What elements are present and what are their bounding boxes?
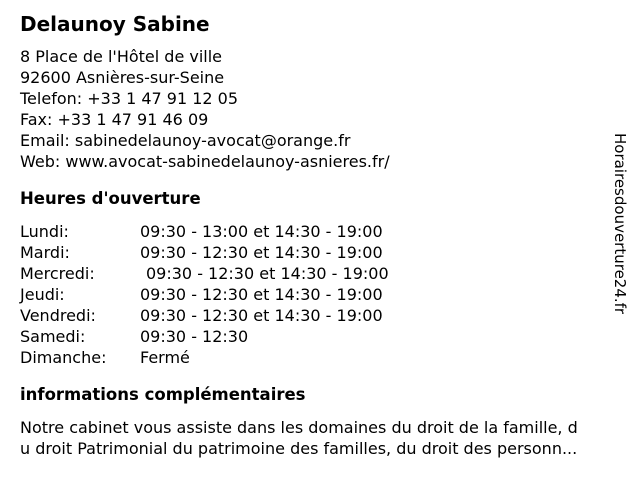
- address-line-2: 92600 Asnières-sur-Seine: [20, 68, 225, 87]
- time-value: 09:30 - 12:30: [140, 327, 249, 346]
- day-label: Dimanche:: [20, 348, 107, 367]
- day-label: Mercredi:: [20, 264, 95, 283]
- address-line-1: 8 Place de l'Hôtel de ville: [20, 47, 223, 66]
- day-label: Jeudi:: [20, 285, 65, 304]
- email-line: Email: sabinedelaunoy-avocat@orange.fr: [20, 131, 351, 150]
- time-value: 09:30 - 13:00 et 14:30 - 19:00: [140, 222, 383, 241]
- hours-row-thursday: [20, 284, 600, 305]
- day-label: Mardi:: [20, 243, 70, 262]
- info-text-line-2: u droit Patrimonial du patrimoine des familles, du droit des personn...: [20, 439, 578, 458]
- opening-hours-heading: Heures d'ouverture: [20, 189, 201, 208]
- time-value: 09:30 - 12:30 et 14:30 - 19:00: [146, 264, 389, 283]
- closed-value: Fermé: [140, 348, 190, 367]
- phone-line: Telefon: +33 1 47 91 12 05: [20, 89, 239, 108]
- day-label: Lundi:: [20, 222, 69, 241]
- hours-row-tuesday: [20, 242, 600, 263]
- time-value: 09:30 - 12:30 et 14:30 - 19:00: [140, 306, 383, 325]
- info-text-line-1: Notre cabinet vous assiste dans les domaines du droit de la famille, d: [20, 418, 578, 437]
- fax-line: Fax: +33 1 47 91 46 09: [20, 110, 209, 129]
- hours-row-sunday: [20, 347, 600, 368]
- contact-block: [20, 46, 600, 172]
- hours-row-friday: [20, 305, 600, 326]
- day-label: Vendredi:: [20, 306, 96, 325]
- time-value: 09:30 - 12:30 et 14:30 - 19:00: [140, 285, 383, 304]
- additional-info-text: [20, 417, 600, 459]
- additional-info-heading: informations complémentaires: [20, 385, 306, 404]
- site-brand-vertical-label: Horairesdouverture24.fr: [611, 133, 629, 315]
- day-label: Samedi:: [20, 327, 86, 346]
- hours-row-monday: [20, 221, 600, 242]
- time-value: 09:30 - 12:30 et 14:30 - 19:00: [140, 243, 383, 262]
- hours-row-wednesday: [20, 263, 600, 284]
- page-title: Delaunoy Sabine: [20, 12, 210, 36]
- website-line: Web: www.avocat-sabinedelaunoy-asnieres.fr/: [20, 152, 390, 171]
- opening-hours-table: [20, 221, 600, 368]
- hours-row-saturday: [20, 326, 600, 347]
